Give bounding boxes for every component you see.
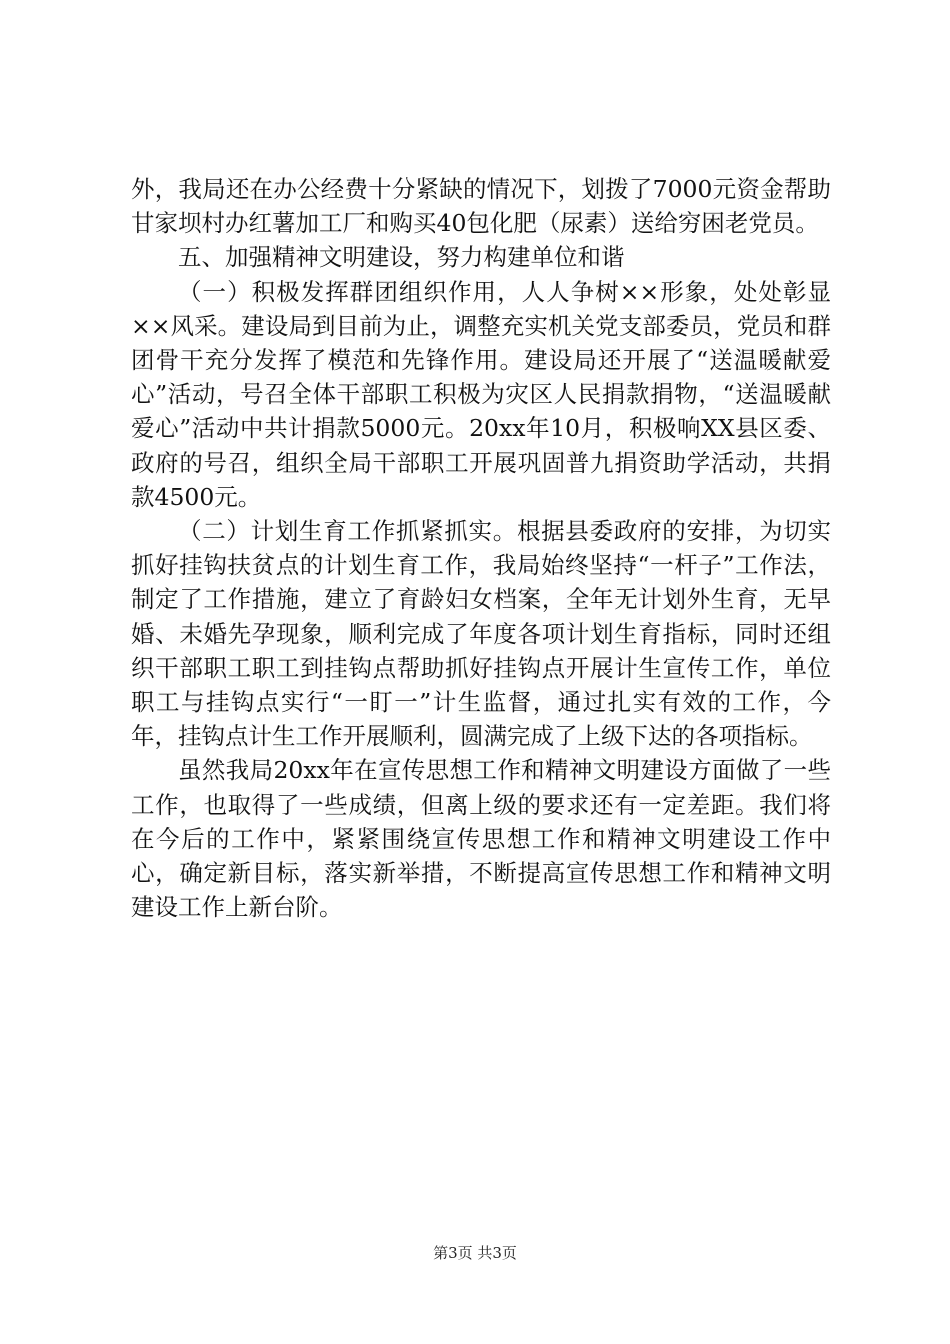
document-body	[131, 172, 831, 924]
page-footer: 第3页 共3页	[433, 1244, 517, 1262]
section-heading-five: 五、加强精神文明建设，努力构建单位和谐	[178, 243, 625, 272]
paragraph-conclusion: 虽然我局20xx年在宣传思想工作和精神文明建设方面做了一些工作，也取得了一些成绩，但离上级的要求还有一定差距。我们将在今后的工作中，紧紧围绕宣传思想工作和精神文明建设工作中心，确定新目标，落实新举措，不断提高宣传思想工作和精神文明建设工作上新台阶。	[131, 756, 831, 922]
paragraph-family-planning: （二）计划生育工作抓紧抓实。根据县委政府的安排，为切实抓好挂钩扶贫点的计划生育工作，我局始终坚持“一杆子”工作法，制定了工作措施，建立了育龄妇女档案，全年无计划外生育，无早婚、未婚先孕现象，顺利完成了年度各项计划生育指标，同时还组织干部职工职工到挂钩点帮助抓好挂钩点开展计生宣传工作，单位职工与挂钩点实行“一盯一”计生监督，通过扎实有效的工作，今年，挂钩点计生工作开展顺利，圆满完成了上级下达的各项指标。	[131, 517, 831, 751]
paragraph-mass-organizations: （一）积极发挥群团组织作用，人人争树××形象，处处彰显××风采。建设局到目前为止，调整充实机关党支部委员，党员和群团骨干充分发挥了模范和先锋作用。建设局还开展了“送温暖献爱心”活动，号召全体干部职工积极为灾区人民捐款捐物，“送温暖献爱心”活动中共计捐款5000元。20xx年10月，积极响XX县区委、政府的号召，组织全局干部职工开展巩固普九捐资助学活动，共捐款4500元。	[131, 277, 831, 511]
paragraph-continuation: 外，我局还在办公经费十分紧缺的情况下，划拨了7000元资金帮助甘家坝村办红薯加工厂和购买40包化肥（尿素）送给穷困老党员。	[131, 175, 831, 238]
